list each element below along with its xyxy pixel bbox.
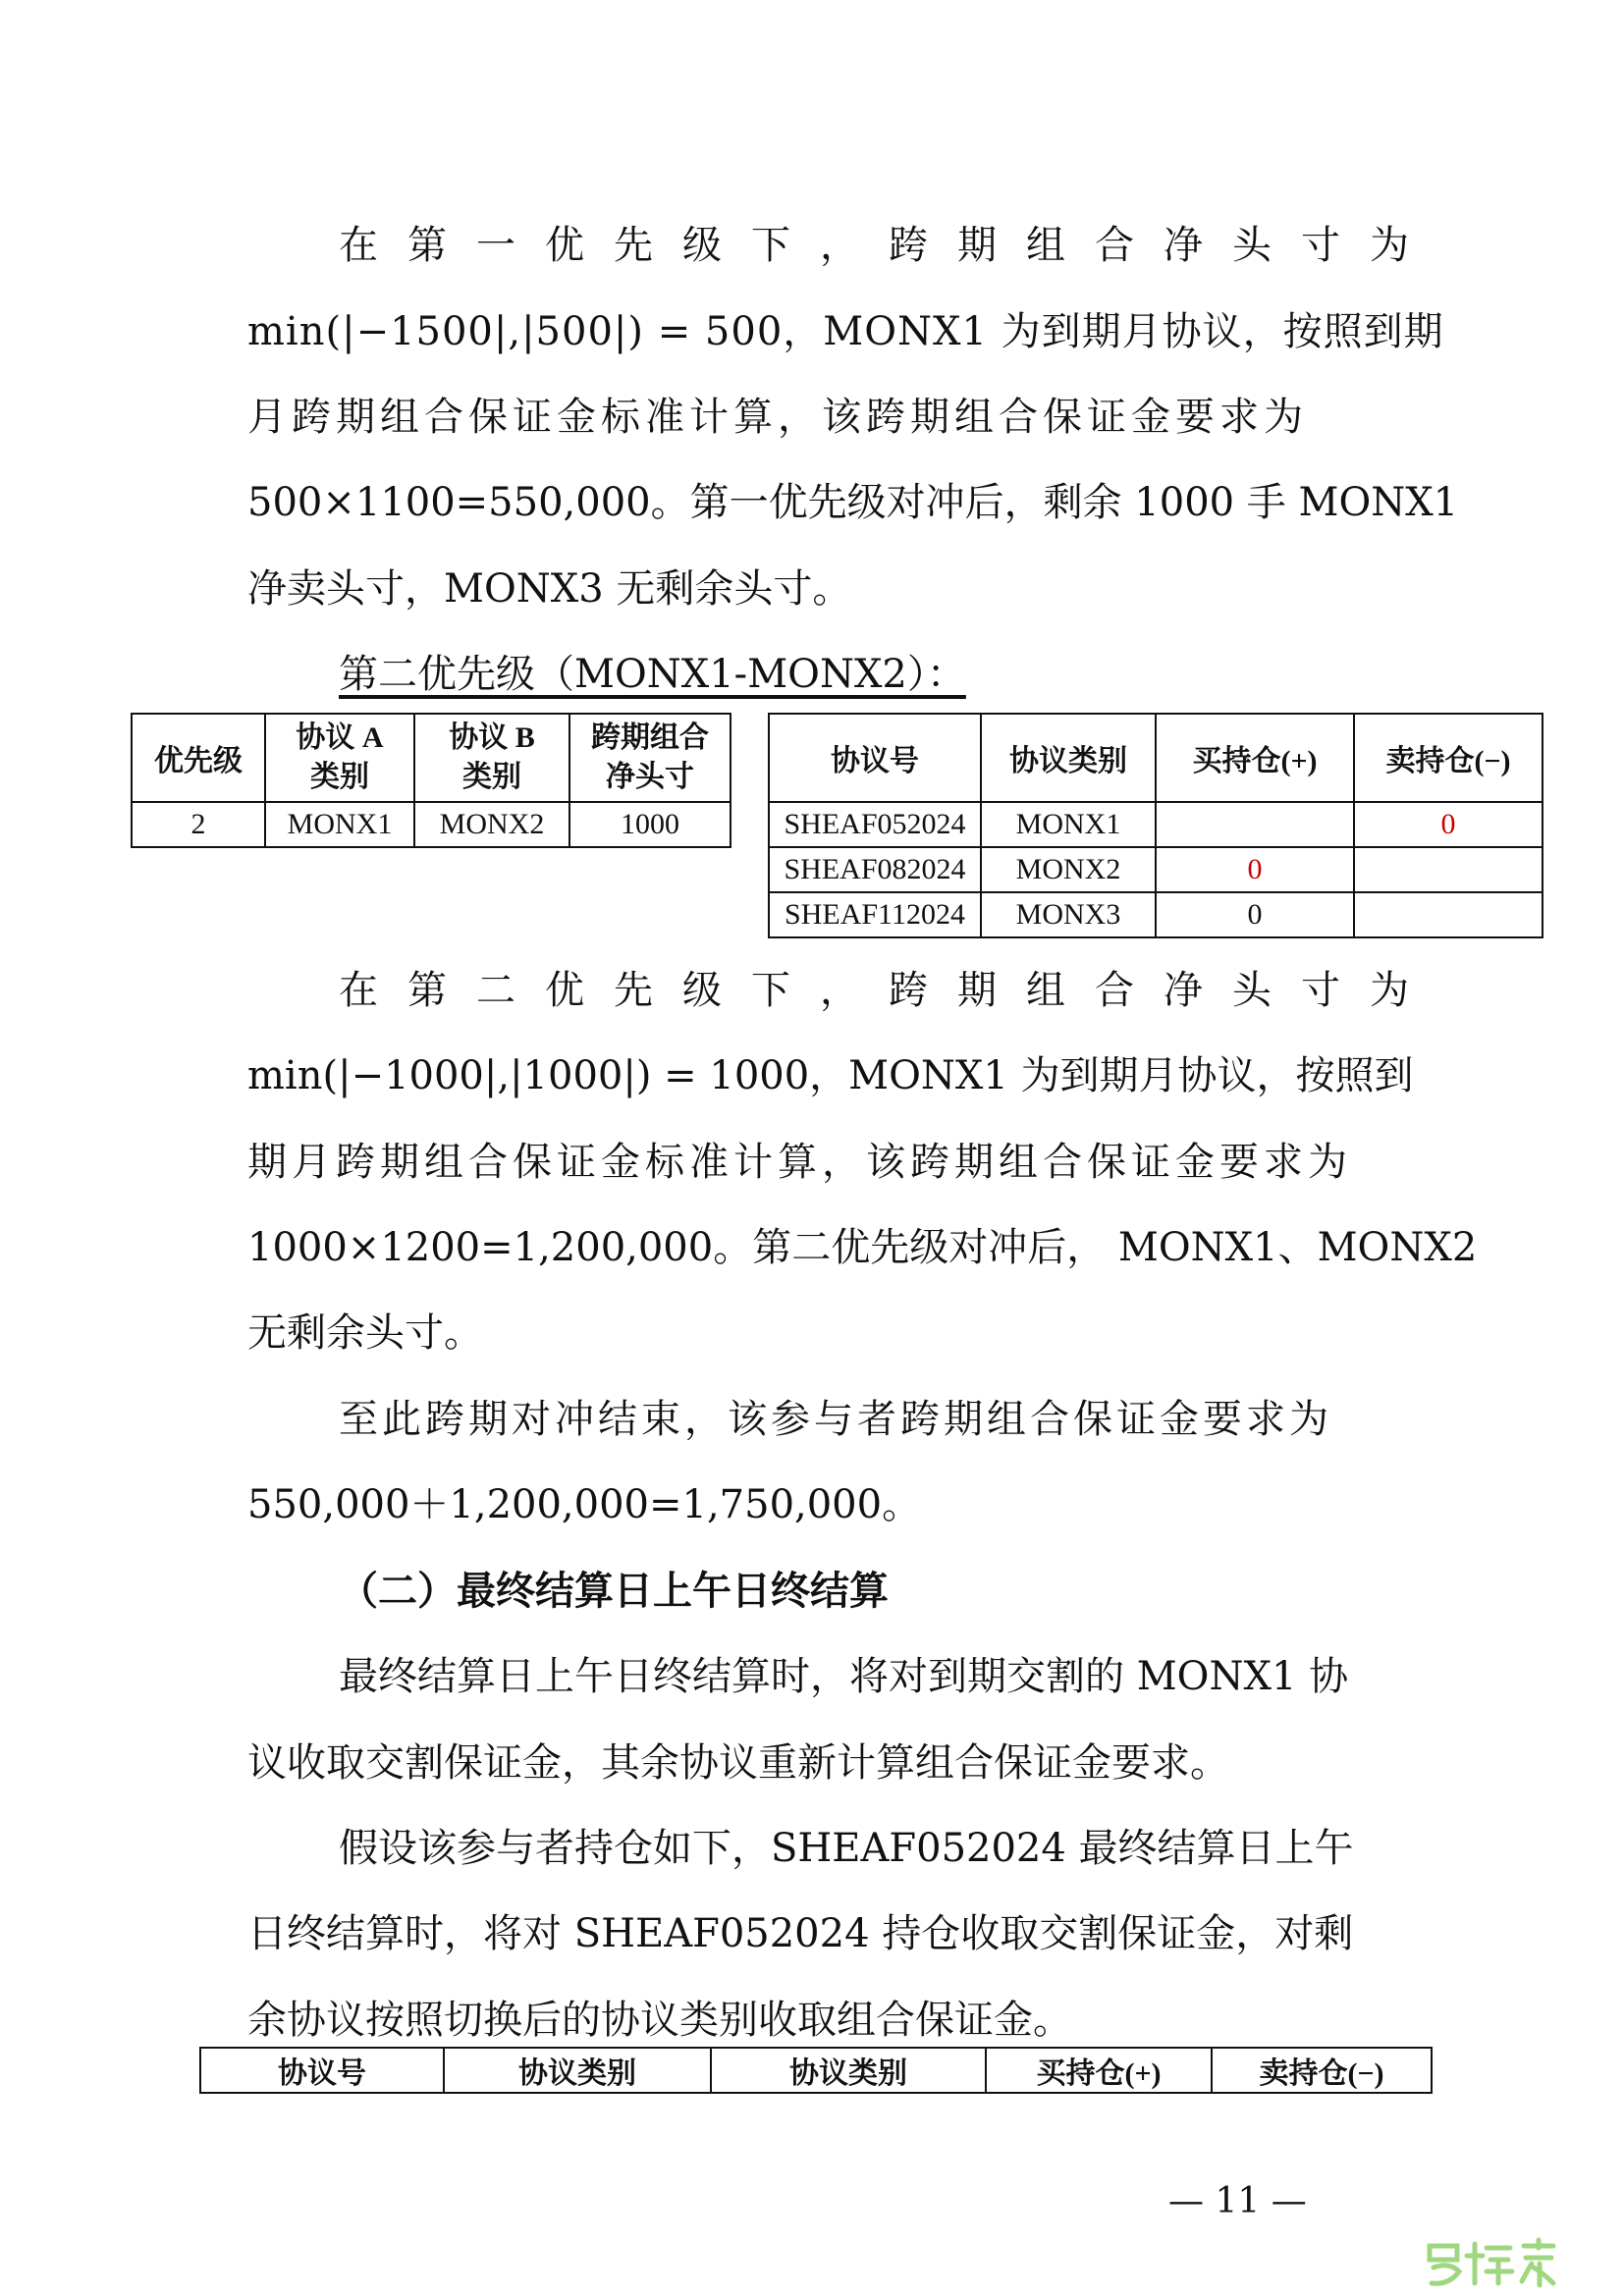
cell-long: 0 xyxy=(1156,892,1354,937)
cell-short xyxy=(1354,847,1543,892)
para3-line1: 至此跨期对冲结束，该参与者跨期组合保证金要求为 xyxy=(339,1397,1332,1442)
cell-short xyxy=(1354,892,1543,937)
priority-table xyxy=(131,713,731,848)
page-number: — 11 — xyxy=(1168,2181,1307,2221)
long-position-header: 买持仓(+) xyxy=(986,2048,1212,2093)
para3-line2: 550,000＋1,200,000=1,750,000。 xyxy=(247,1482,922,1527)
contract-type-header: 协议类别 xyxy=(444,2048,711,2093)
cell-long: 0 xyxy=(1156,847,1354,892)
cell-contract-type: MONX3 xyxy=(981,892,1156,937)
priority2-heading: 第二优先级（MONX1-MONX2）： xyxy=(339,652,966,697)
net-position-header: 跨期组合 净头寸 xyxy=(569,714,731,802)
contract-no-header: 协议号 xyxy=(769,714,981,802)
cell-contract-no: SHEAF052024 xyxy=(769,802,981,847)
table-row xyxy=(132,802,731,847)
cell-contract-no: SHEAF082024 xyxy=(769,847,981,892)
cell-contract-b: MONX2 xyxy=(414,802,569,847)
long-position-header: 买持仓(+) xyxy=(1156,714,1354,802)
contract-type-header: 协议类别 xyxy=(981,714,1156,802)
para1-line5: 净卖头寸，MONX3 无剩余头寸。 xyxy=(247,566,852,612)
para2-line3: 期月跨期组合保证金标准计算，该跨期组合保证金要求为 xyxy=(247,1140,1352,1185)
para2-line5: 无剩余头寸。 xyxy=(247,1310,483,1356)
table-row xyxy=(769,892,1543,937)
cell-short: 0 xyxy=(1354,802,1543,847)
priority-header: 优先级 xyxy=(132,714,265,802)
para4-line2: 议收取交割保证金，其余协议重新计算组合保证金要求。 xyxy=(247,1740,1229,1786)
table-row xyxy=(769,847,1543,892)
contract-type-header-2: 协议类别 xyxy=(711,2048,986,2093)
cell-contract-type: MONX2 xyxy=(981,847,1156,892)
para2-line1: 在第二优先级下，跨期组合净头寸为 xyxy=(339,968,1438,1013)
para1-line1: 在第一优先级下，跨期组合净头寸为 xyxy=(339,223,1438,268)
cell-priority: 2 xyxy=(132,802,265,847)
para5-line2: 日终结算时，将对 SHEAF052024 持仓收取交割保证金，对剩 xyxy=(247,1911,1354,1956)
short-position-header: 卖持仓(−) xyxy=(1212,2048,1432,2093)
contract-a-header: 协议 A 类别 xyxy=(265,714,414,802)
position-table xyxy=(768,713,1543,938)
para1-line4: 500×1100=550,000。第一优先级对冲后，剩余 1000 手 MONX1 xyxy=(247,480,1459,525)
para2-line4: 1000×1200=1,200,000。第二优先级对冲后， MONX1、MONX2 xyxy=(247,1225,1478,1270)
site-logo-icon xyxy=(1422,2234,1608,2291)
para4-line1: 最终结算日上午日终结算时，将对到期交割的 MONX1 协 xyxy=(339,1654,1349,1699)
contract-b-header: 协议 B 类别 xyxy=(414,714,569,802)
table-row xyxy=(769,802,1543,847)
para2-line2: min(|−1000|,|1000|) = 1000，MONX1 为到期月协议，按照到 xyxy=(247,1053,1414,1098)
para5-line1: 假设该参与者持仓如下，SHEAF052024 最终结算日上午 xyxy=(339,1826,1354,1871)
para5-line3: 余协议按照切换后的协议类别收取组合保证金。 xyxy=(247,1998,1072,2043)
contract-no-header: 协议号 xyxy=(200,2048,444,2093)
short-position-header: 卖持仓(−) xyxy=(1354,714,1543,802)
cell-long xyxy=(1156,802,1354,847)
section-heading: （二）最终结算日上午日终结算 xyxy=(339,1568,889,1614)
para1-line2: min(|−1500|,|500|) = 500，MONX1 为到期月协议，按照到期 xyxy=(247,309,1444,354)
cell-contract-type: MONX1 xyxy=(981,802,1156,847)
cell-net-position: 1000 xyxy=(569,802,731,847)
bottom-table xyxy=(199,2047,1433,2094)
para1-line3: 月跨期组合保证金标准计算，该跨期组合保证金要求为 xyxy=(247,395,1308,440)
cell-contract-no: SHEAF112024 xyxy=(769,892,981,937)
cell-contract-a: MONX1 xyxy=(265,802,414,847)
